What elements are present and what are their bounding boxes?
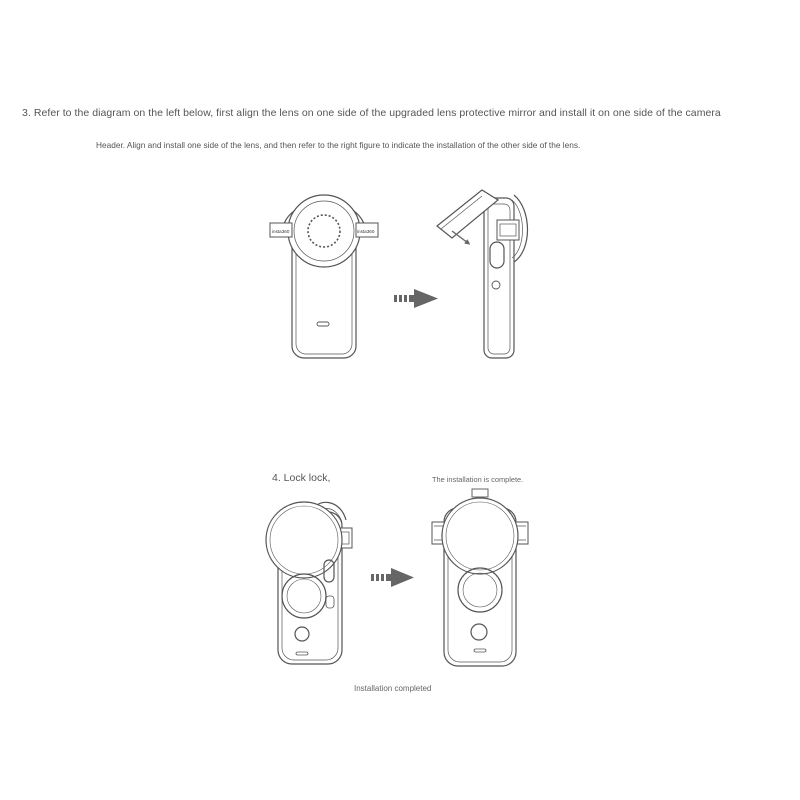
figure-step4-lock [266, 502, 352, 664]
figure-step3-front [270, 195, 378, 358]
installation-completed-caption: Installation completed [354, 684, 432, 693]
figure-step4-complete [432, 489, 528, 666]
brand-label-left: insta360 [272, 229, 290, 234]
installation-complete-label: The installation is complete. [432, 475, 524, 484]
arrow-right-icon [394, 289, 438, 308]
arrow-right-icon [371, 568, 414, 587]
figure-step3-side [437, 190, 528, 358]
brand-label-right: insta360 [357, 229, 375, 234]
step4-heading: 4. Lock lock, [272, 472, 331, 484]
step3-instruction-line2: Header. Align and install one side of the lens, and then refer to the right figure to indicate the installation of the other side of the lens. [96, 140, 581, 150]
step3-instruction-line1: 3. Refer to the diagram on the left below, first align the lens on one side of the upgraded lens protective mirror and install it on one side of the camera [22, 107, 721, 119]
